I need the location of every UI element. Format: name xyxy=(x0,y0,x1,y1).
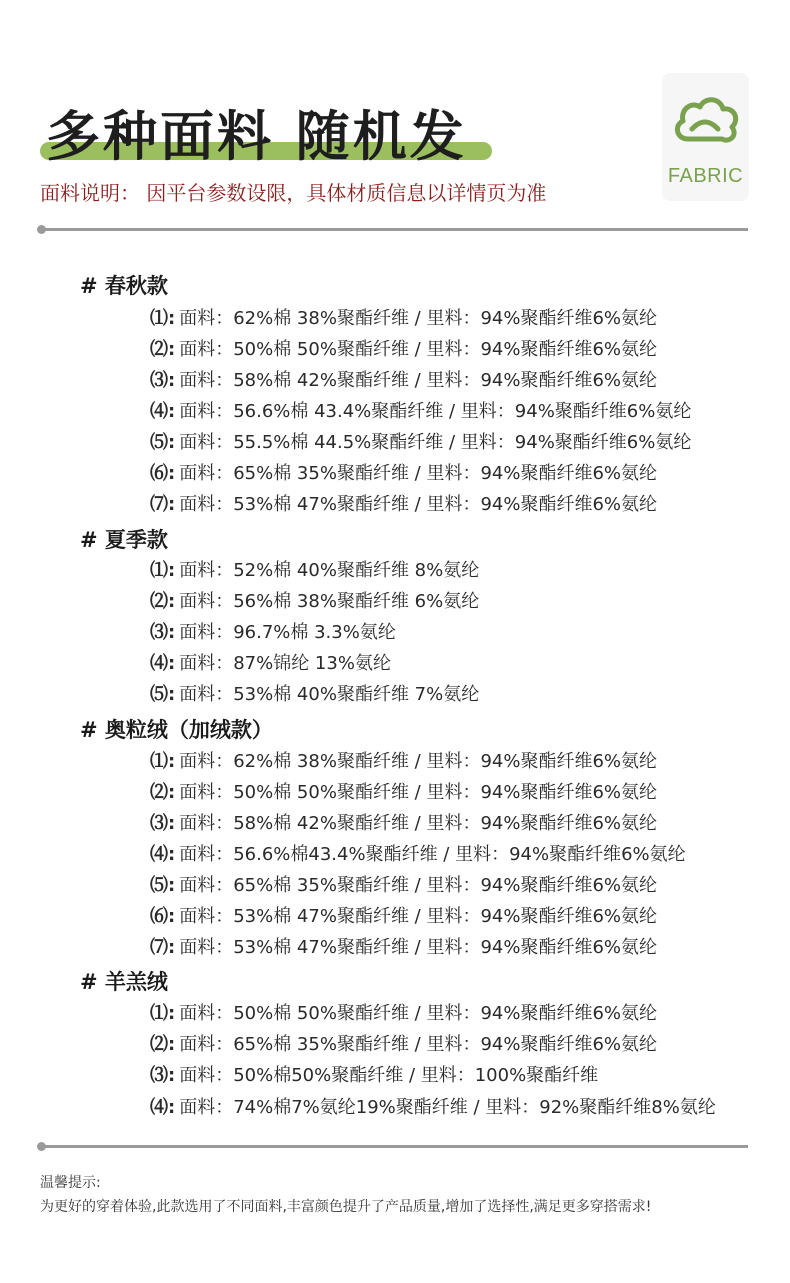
top-divider xyxy=(40,228,748,231)
section-title-fleece: # 奥粒绒（加绒款） xyxy=(80,718,273,742)
page-title: 多种面料 随机发 xyxy=(46,105,467,168)
list-item: ⑴: 面料：52%棉 40%聚酯纤维 8%氨纶 xyxy=(150,560,480,581)
section-title-spring-autumn: # 春秋款 xyxy=(80,274,168,298)
list-item: ⑵: 面料：50%棉 50%聚酯纤维 / 里料：94%聚酯纤维6%氨纶 xyxy=(150,782,658,803)
list-item: ⑸: 面料：53%棉 40%聚酯纤维 7%氨纶 xyxy=(150,684,480,705)
list-item: ⑴: 面料：62%棉 38%聚酯纤维 / 里料：94%聚酯纤维6%氨纶 xyxy=(150,751,658,772)
list-item: ⑹: 面料：53%棉 47%聚酯纤维 / 里料：94%聚酯纤维6%氨纶 xyxy=(150,906,658,927)
cloud-smile-icon xyxy=(670,89,741,155)
tips-title: 温馨提示: xyxy=(40,1175,101,1191)
list-item: ⑶: 面料：96.7%棉 3.3%氨纶 xyxy=(150,622,396,643)
list-item: ⑵: 面料：50%棉 50%聚酯纤维 / 里料：94%聚酯纤维6%氨纶 xyxy=(150,339,658,360)
tips-text: 为更好的穿着体验,此款选用了不同面料,丰富颜色提升了产品质量,增加了选择性,满足更多穿搭需求! xyxy=(40,1199,652,1215)
bottom-divider xyxy=(40,1145,748,1148)
fabric-badge xyxy=(662,73,749,201)
list-item: ⑶: 面料：58%棉 42%聚酯纤维 / 里料：94%聚酯纤维6%氨纶 xyxy=(150,370,658,391)
title-block xyxy=(40,92,500,172)
fabric-note: 面料说明： 因平台参数设限，具体材质信息以详情页为准 xyxy=(40,181,547,205)
list-item: ⑸: 面料：65%棉 35%聚酯纤维 / 里料：94%聚酯纤维6%氨纶 xyxy=(150,875,658,896)
list-item: ⑺: 面料：53%棉 47%聚酯纤维 / 里料：94%聚酯纤维6%氨纶 xyxy=(150,937,658,958)
list-item: ⑷: 面料：74%棉7%氨纶19%聚酯纤维 / 里料：92%聚酯纤维8%氨纶 xyxy=(150,1097,716,1118)
list-item: ⑴: 面料：62%棉 38%聚酯纤维 / 里料：94%聚酯纤维6%氨纶 xyxy=(150,308,658,329)
list-item: ⑷: 面料：56.6%棉 43.4%聚酯纤维 / 里料：94%聚酯纤维6%氨纶 xyxy=(150,401,692,422)
list-item: ⑴: 面料：50%棉 50%聚酯纤维 / 里料：94%聚酯纤维6%氨纶 xyxy=(150,1003,658,1024)
list-item: ⑷: 面料：87%锦纶 13%氨纶 xyxy=(150,653,391,674)
list-item: ⑵: 面料：56%棉 38%聚酯纤维 6%氨纶 xyxy=(150,591,480,612)
list-item: ⑸: 面料：55.5%棉 44.5%聚酯纤维 / 里料：94%聚酯纤维6%氨纶 xyxy=(150,432,692,453)
badge-label: FABRIC xyxy=(667,165,744,187)
list-item: ⑶: 面料：58%棉 42%聚酯纤维 / 里料：94%聚酯纤维6%氨纶 xyxy=(150,813,658,834)
section-title-lambswool: # 羊羔绒 xyxy=(80,970,168,994)
list-item: ⑶: 面料：50%棉50%聚酯纤维 / 里料：100%聚酯纤维 xyxy=(150,1065,599,1086)
list-item: ⑵: 面料：65%棉 35%聚酯纤维 / 里料：94%聚酯纤维6%氨纶 xyxy=(150,1034,658,1055)
list-item: ⑷: 面料：56.6%棉43.4%聚酯纤维 / 里料：94%聚酯纤维6%氨纶 xyxy=(150,844,686,865)
list-item: ⑹: 面料：65%棉 35%聚酯纤维 / 里料：94%聚酯纤维6%氨纶 xyxy=(150,463,658,484)
list-item: ⑺: 面料：53%棉 47%聚酯纤维 / 里料：94%聚酯纤维6%氨纶 xyxy=(150,494,658,515)
section-title-summer: # 夏季款 xyxy=(80,528,168,552)
